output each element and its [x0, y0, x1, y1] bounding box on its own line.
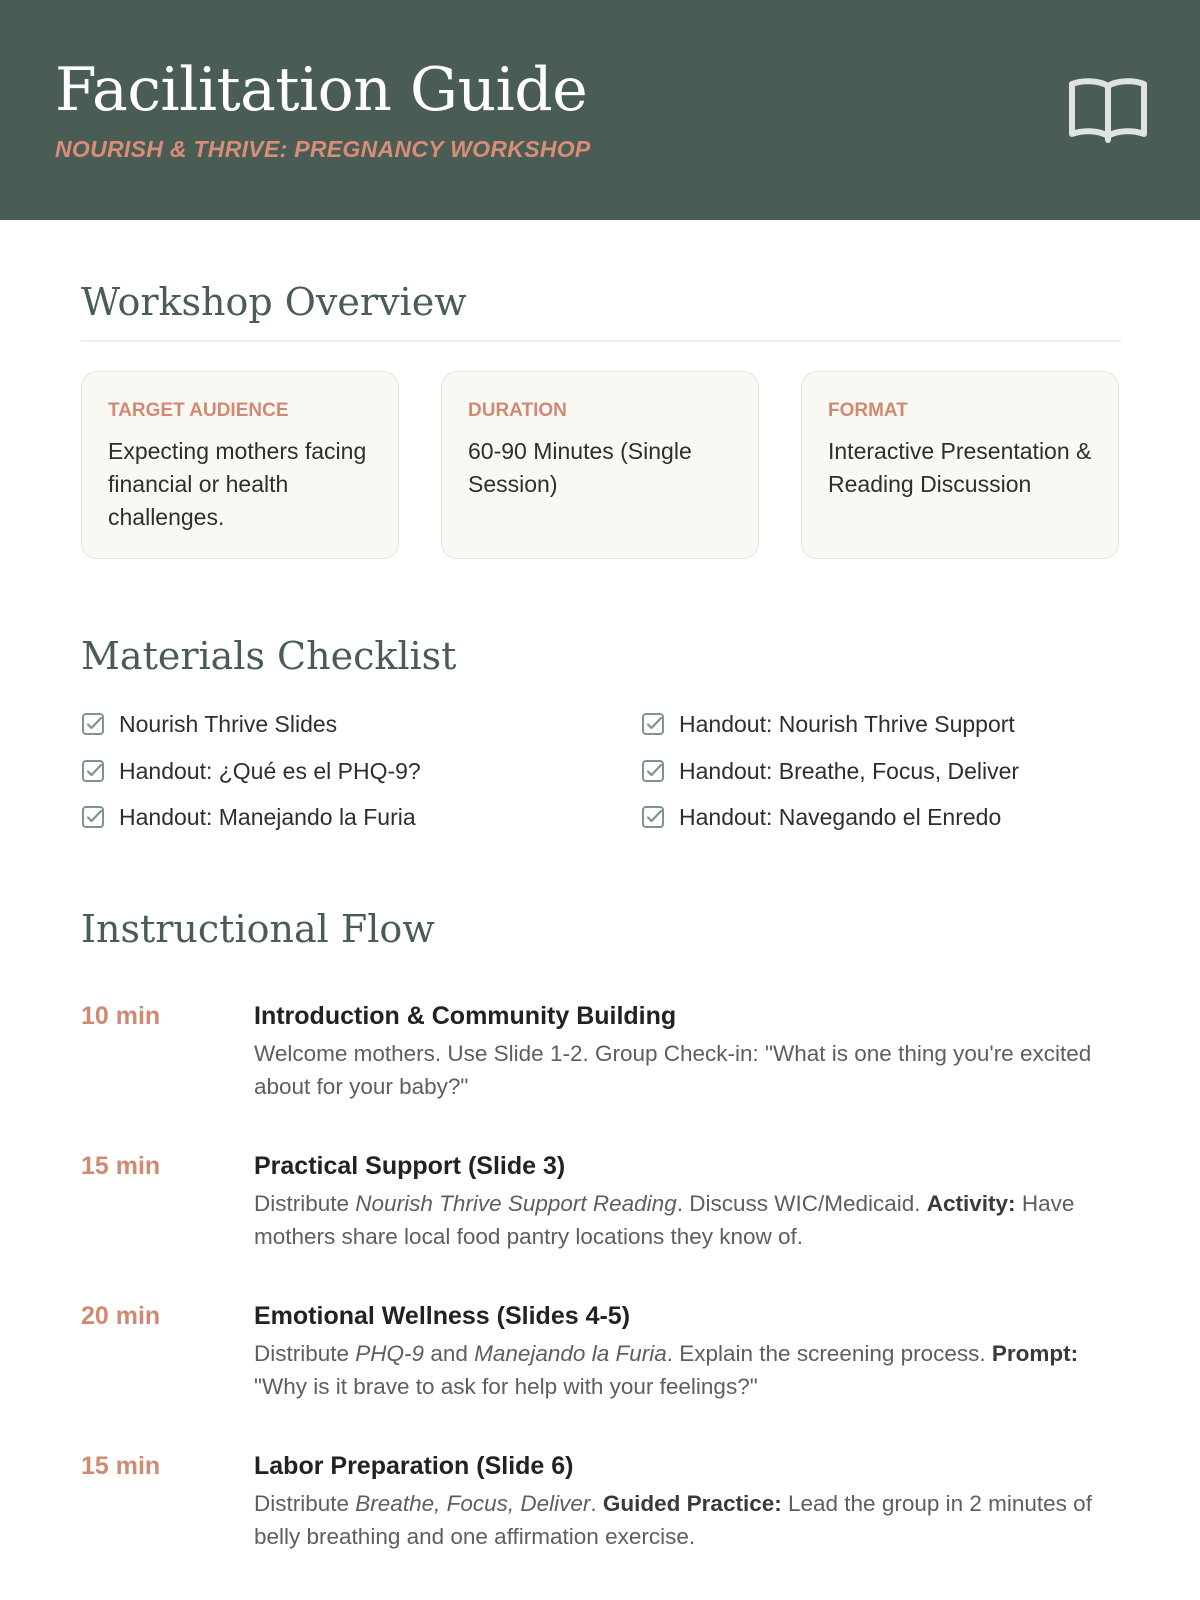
card-label: FORMAT: [828, 400, 908, 421]
card-label: DURATION: [468, 400, 567, 421]
description-text: and: [424, 1341, 475, 1366]
flow-step: [254, 1300, 1114, 1403]
flow-step: [254, 1150, 1114, 1253]
description-text: Welcome mothers. Use Slide 1-2. Group Check-in: "What is one thing you're excited about for your baby?": [254, 1041, 1092, 1099]
flow-title: Instructional Flow: [81, 907, 435, 951]
flow-step-description: [254, 1037, 1114, 1103]
flow-step-description: [254, 1487, 1114, 1553]
card-label: TARGET AUDIENCE: [108, 400, 289, 421]
book-open-icon: [1068, 74, 1148, 146]
description-text: Have mothers share local food pantry locations they know of.: [254, 1191, 1075, 1249]
flow-step: [254, 1000, 1114, 1103]
flow-step-description: [254, 1187, 1114, 1253]
materials-title: Materials Checklist: [81, 634, 457, 678]
checkbox-checked-icon: [641, 805, 665, 829]
checklist-label: Handout: Nourish Thrive Support: [679, 710, 1015, 737]
flow-step-time: 15 min: [81, 1452, 161, 1480]
checklist-label: Handout: Breathe, Focus, Deliver: [679, 757, 1020, 784]
description-text: Lead the group in 2 minutes of belly breathing and one affirmation exercise.: [254, 1491, 1092, 1549]
checklist-item[interactable]: [81, 802, 416, 832]
overview-divider: [81, 340, 1121, 342]
checkbox-checked-icon: [641, 712, 665, 736]
checklist-item[interactable]: [641, 802, 1001, 832]
description-text: .: [590, 1491, 603, 1516]
reading-title: Manejando la Furia: [474, 1341, 667, 1366]
page-subtitle: NOURISH & THRIVE: PREGNANCY WORKSHOP: [55, 136, 591, 162]
reading-title: PHQ-9: [355, 1341, 425, 1366]
emphasis-label: Prompt:: [991, 1341, 1079, 1366]
checklist-label: Handout: ¿Qué es el PHQ-9?: [119, 757, 421, 784]
card-text: Interactive Presentation & Reading Discussion: [828, 438, 1092, 497]
checklist-item[interactable]: [641, 709, 1015, 739]
flow-step-heading: Labor Preparation (Slide 6): [254, 1452, 574, 1480]
overview-card-format: [801, 371, 1119, 559]
header-banner: [0, 0, 1200, 220]
card-text: 60-90 Minutes (Single Session): [468, 438, 692, 497]
flow-step-time: 20 min: [81, 1302, 161, 1330]
description-text: "Why is it brave to ask for help with your feelings?": [254, 1374, 758, 1399]
checkbox-checked-icon: [81, 759, 105, 783]
checklist-item[interactable]: [81, 756, 421, 786]
description-text: . Discuss WIC/Medicaid.: [676, 1191, 927, 1216]
flow-step-heading: Practical Support (Slide 3): [254, 1152, 566, 1180]
checkbox-checked-icon: [641, 759, 665, 783]
description-text: . Explain the screening process.: [666, 1341, 992, 1366]
overview-title: Workshop Overview: [81, 280, 467, 324]
checklist-label: Nourish Thrive Slides: [119, 710, 338, 737]
checkbox-checked-icon: [81, 805, 105, 829]
checklist-item[interactable]: [641, 756, 1019, 786]
checklist-label: Handout: Navegando el Enredo: [679, 803, 1002, 830]
description-text: Distribute: [254, 1191, 356, 1216]
checklist-label: Handout: Manejando la Furia: [119, 803, 416, 830]
card-text: Expecting mothers facing financial or health challenges.: [108, 438, 367, 530]
flow-step: [254, 1450, 1114, 1553]
reading-title: Breathe, Focus, Deliver: [355, 1491, 591, 1516]
checklist-item[interactable]: [81, 709, 337, 739]
description-text: Distribute: [254, 1341, 356, 1366]
flow-step-heading: Introduction & Community Building: [254, 1002, 677, 1030]
flow-step-time: 15 min: [81, 1152, 161, 1180]
overview-card-duration: [441, 371, 759, 559]
flow-step-description: [254, 1337, 1114, 1403]
page-title: Facilitation Guide: [55, 55, 588, 125]
emphasis-label: Activity:: [926, 1191, 1016, 1216]
reading-title: Nourish Thrive Support Reading: [355, 1191, 677, 1216]
flow-step-time: 10 min: [81, 1002, 161, 1030]
checkbox-checked-icon: [81, 712, 105, 736]
overview-card-audience: [81, 371, 399, 559]
description-text: Distribute: [254, 1491, 356, 1516]
flow-step-heading: Emotional Wellness (Slides 4-5): [254, 1302, 631, 1330]
emphasis-label: Guided Practice:: [602, 1491, 782, 1516]
